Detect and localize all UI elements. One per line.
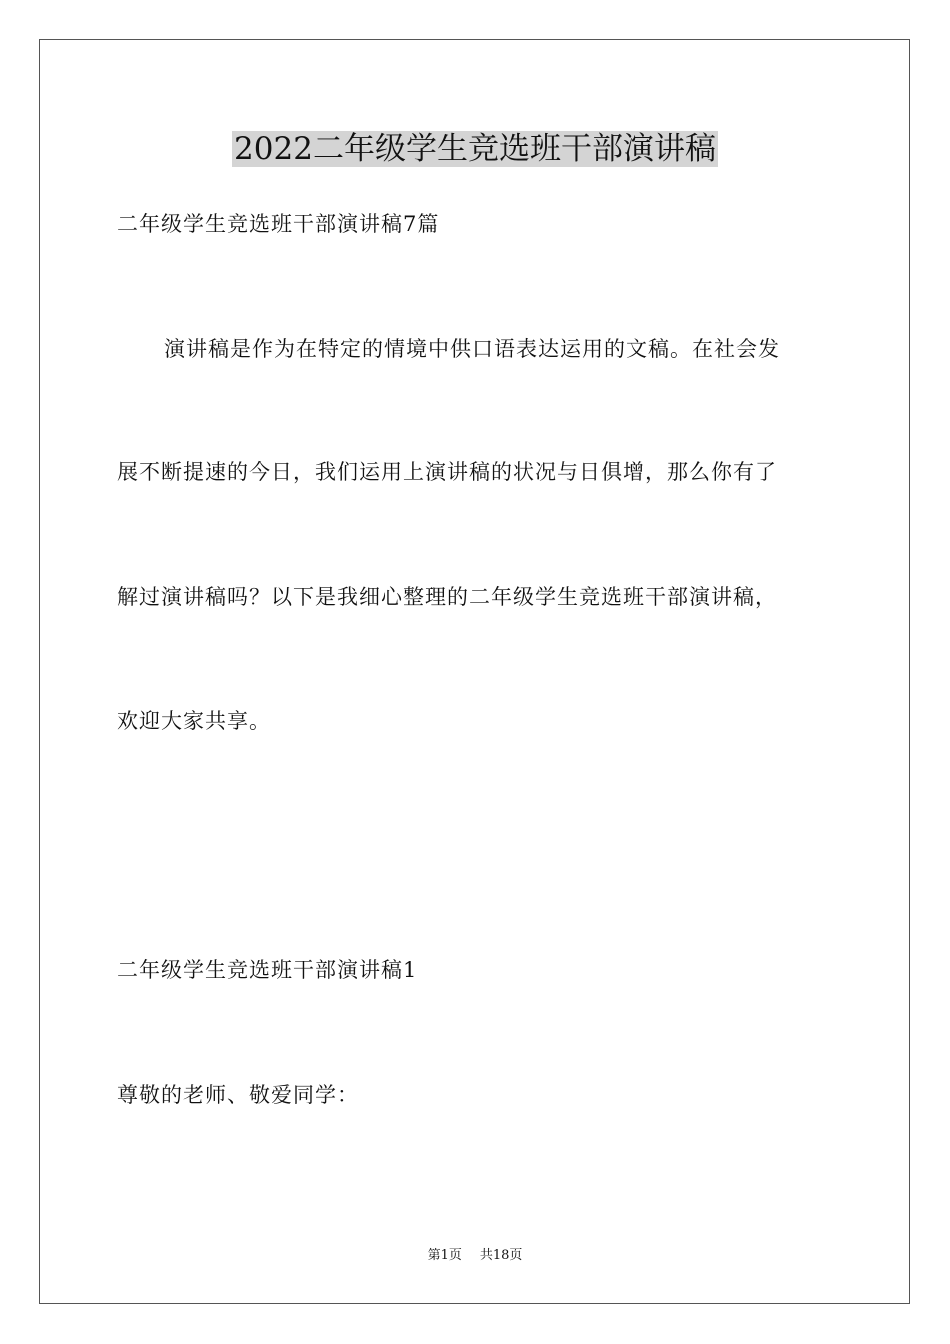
document-title [0, 128, 950, 170]
intro-line-1: 演讲稿是作为在特定的情境中供口语表达运用的文稿。在社会发 [164, 337, 780, 361]
page-total: 共18页 [479, 1248, 523, 1263]
intro-line-4: 欢迎大家共享。 [117, 709, 271, 733]
greeting-line: 尊敬的老师、敬爱同学： [117, 1083, 359, 1107]
document-subtitle: 二年级学生竞选班干部演讲稿7篇 [117, 212, 440, 236]
page-number: 第1页 [427, 1248, 462, 1263]
document-title-text: 2022二年级学生竞选班干部演讲稿 [234, 131, 716, 167]
page-footer [0, 1246, 950, 1266]
intro-line-2: 展不断提速的今日，我们运用上演讲稿的状况与日俱增，那么你有了 [117, 460, 777, 484]
section-heading: 二年级学生竞选班干部演讲稿1 [117, 958, 418, 982]
intro-line-3: 解过演讲稿吗？以下是我细心整理的二年级学生竞选班干部演讲稿， [117, 585, 777, 609]
